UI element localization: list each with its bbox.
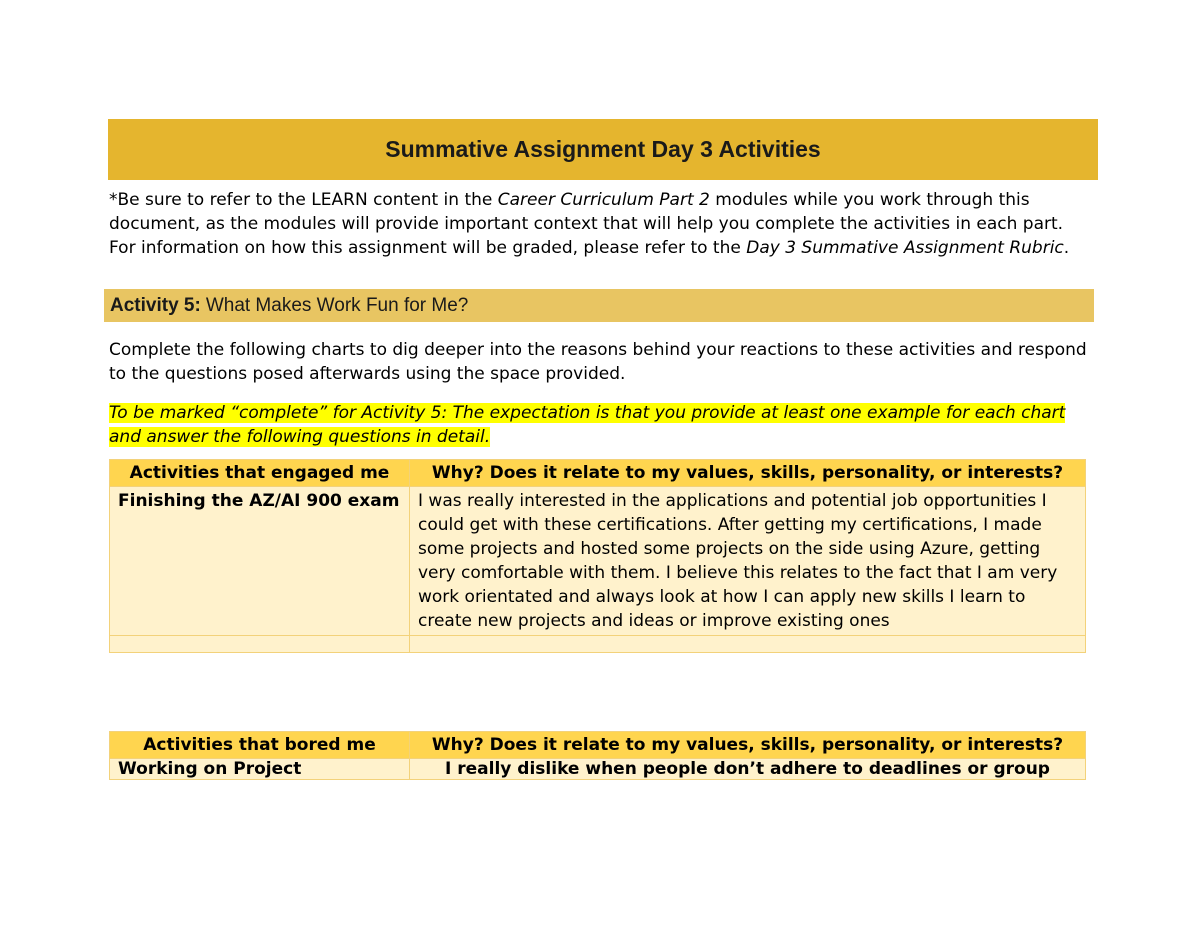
intro-text-3: .: [1063, 238, 1070, 258]
table-header-activity: Activities that bored me: [110, 732, 410, 759]
table-cell-empty[interactable]: [110, 636, 410, 653]
table-row: [110, 487, 1086, 636]
expectation-highlight: To be marked “complete” for Activity 5: The expectation is that you provide at least one example for each chart and answer the following questions in detail.: [109, 403, 1066, 447]
table-cell-activity[interactable]: Working on Project: [110, 759, 410, 780]
intro-paragraph: [109, 188, 1094, 260]
expectation-note: [109, 401, 1094, 449]
intro-rubric-name: Day 3 Summative Assignment Rubric: [746, 238, 1064, 258]
activity-name: What Makes Work Fun for Me?: [205, 294, 469, 316]
intro-course-name: Career Curriculum Part 2: [497, 190, 710, 210]
intro-text-1: *Be sure to refer to the LEARN content in the: [109, 190, 498, 210]
bored-activities-table: [109, 731, 1086, 780]
table-header-row: [110, 732, 1086, 759]
intro-text-2: modules while you work through this document, as the modules will provide important context that will help you complete the activities in each part. For information on how this assignment will be graded, please refer to the: [109, 190, 1064, 258]
table-cell-activity[interactable]: Finishing the AZ/AI 900 exam: [110, 487, 410, 636]
instructions-paragraph: Complete the following charts to dig deeper into the reasons behind your reactions to these activities and respond to the questions posed afterwards using the space provided.: [109, 340, 1087, 384]
table-cell-reason[interactable]: I was really interested in the applications and potential job opportunities I could get with these certifications. After getting my certifications, I made some projects and hosted some projects on the side using Azure, getting very comfortable with them. I believe this relates to the fact that I am very work orientated and always look at how I can apply new skills I learn to create new projects and ideas or improve existing ones: [410, 487, 1086, 636]
table-header-reason: Why? Does it relate to my values, skills, personality, or interests?: [410, 460, 1086, 487]
engaged-activities-table: [109, 459, 1086, 653]
table-cell-empty[interactable]: [410, 636, 1086, 653]
table-row-empty: [110, 636, 1086, 653]
table-row: [110, 759, 1086, 780]
activity-heading: [104, 289, 1094, 322]
table-header-reason: Why? Does it relate to my values, skills, personality, or interests?: [410, 732, 1086, 759]
table-header-row: [110, 460, 1086, 487]
table-header-activity: Activities that engaged me: [110, 460, 410, 487]
page-title: Summative Assignment Day 3 Activities: [385, 136, 821, 162]
title-banner: [108, 119, 1098, 180]
activity-label: Activity 5:: [110, 294, 201, 316]
table-cell-reason[interactable]: I really dislike when people don’t adhere to deadlines or group: [410, 759, 1086, 780]
